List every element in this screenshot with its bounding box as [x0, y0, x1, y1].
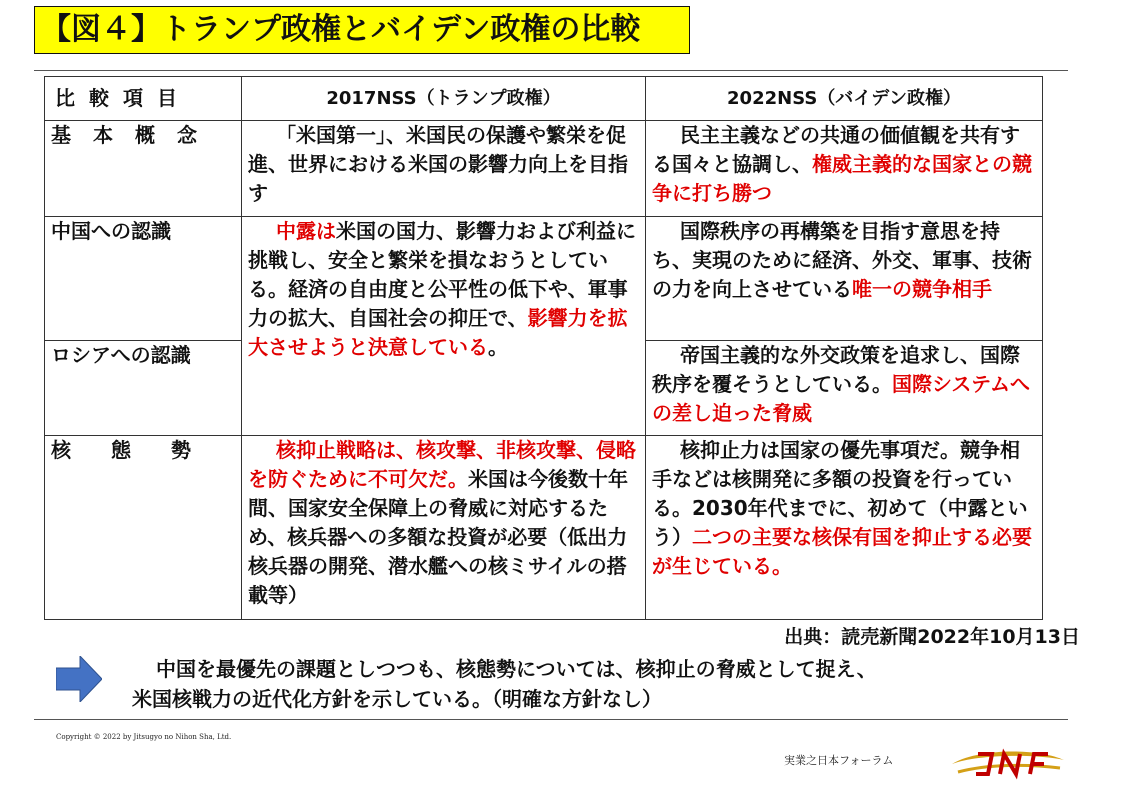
header-biden: 2022NSS（バイデン政権）: [646, 77, 1043, 121]
text-trump-nuclear-red: 核抑止戦略は、核攻撃、非核攻撃、侵略を防ぐために不可欠だ。: [248, 438, 636, 491]
table-header-row: [45, 77, 1043, 121]
summary-text: [132, 654, 1032, 714]
table-row-nuclear: [45, 436, 1043, 620]
text-biden-basic-red: 権威主義的な国家との競争に打ち勝つ: [652, 152, 1032, 205]
text-trump-basic: 「米国第一」、米国民の保護や繁栄を促進、世界における米国の影響力向上を目指す: [248, 123, 628, 205]
text-trump-cr-tail: 。: [488, 335, 508, 359]
cell-trump-nuclear: [242, 436, 646, 620]
copyright-notice: Copyright © 2022 by Jitsugyo no Nihon Sha, Ltd.: [56, 733, 232, 741]
cell-biden-basic: [646, 121, 1043, 217]
text-biden-nuclear-red: 二つの主要な核保有国を抑止する必要が生じている。: [652, 525, 1032, 578]
forum-name: 実業之日本フォーラム: [784, 754, 894, 767]
text-biden-basic: 民主主義などの共通の価値観を共有する国々と協調し、: [652, 123, 1020, 176]
header-item: 比較項目: [45, 77, 242, 121]
summary-line-1: 中国を最優先の課題としつつも、核態勢については、核抑止の脅威として捉え、: [156, 657, 877, 681]
text-trump-nuclear: 米国は今後数十年間、国家安全保障上の脅威に対応するため、核兵器への多額な投資が必要（低出力核兵器の開発、潜水艦への核ミサイルの搭載等）: [248, 467, 628, 607]
text-biden-nuclear: 核抑止力は国家の優先事項だ。競争相手などは核開発に多額の投資を行っている。2030年代までに、初めて（中露という）: [652, 438, 1028, 549]
table-row-china: [45, 217, 1043, 341]
top-divider: [34, 70, 1068, 71]
comparison-table: [44, 76, 1043, 620]
cell-trump-basic: [242, 121, 646, 217]
text-biden-russia: 帝国主義的な外交政策を追求し、国際秩序を覆そうとしている。: [652, 343, 1020, 396]
source-citation: 出典：読売新聞2022年10月13日: [784, 626, 1080, 648]
row-label-nuclear: 核態勢: [45, 436, 242, 620]
bottom-divider: [34, 719, 1068, 720]
row-label-china: 中国への認識: [45, 217, 242, 341]
text-trump-cr-red2: 影響力を拡大させようと決意している: [248, 306, 628, 359]
text-trump-cr: 米国の国力、影響力および利益に挑戦し、安全と繁栄を損なおうとしている。経済の自由度と公平性の低下や、軍事力の拡大、自国社会の抑圧で、: [248, 219, 636, 330]
text-biden-china-red: 唯一の競争相手: [852, 277, 992, 301]
text-biden-russia-red: 国際システムへの差し迫った脅威: [652, 372, 1030, 425]
summary-line-2: 米国核戦力の近代化方針を示している。（明確な方針なし）: [132, 687, 662, 711]
right-arrow-icon: [56, 656, 102, 702]
text-biden-china: 国際秩序の再構築を目指す意思を持ち、実現のために経済、外交、軍事、技術の力を向上させている: [652, 219, 1032, 301]
row-label-russia: ロシアへの認識: [45, 341, 242, 436]
table-row-basic: [45, 121, 1043, 217]
cell-trump-china-russia: [242, 217, 646, 436]
header-trump: 2017NSS（トランプ政権）: [242, 77, 646, 121]
cell-biden-nuclear: [646, 436, 1043, 620]
jnf-logo-icon: [948, 742, 1068, 782]
page-title: 【図４】トランプ政権とバイデン政権の比較: [34, 6, 690, 54]
cell-biden-russia: [646, 341, 1043, 436]
cell-biden-china: [646, 217, 1043, 341]
text-trump-cr-red1: 中露は: [276, 219, 336, 243]
row-label-basic: 基本概念: [45, 121, 242, 217]
